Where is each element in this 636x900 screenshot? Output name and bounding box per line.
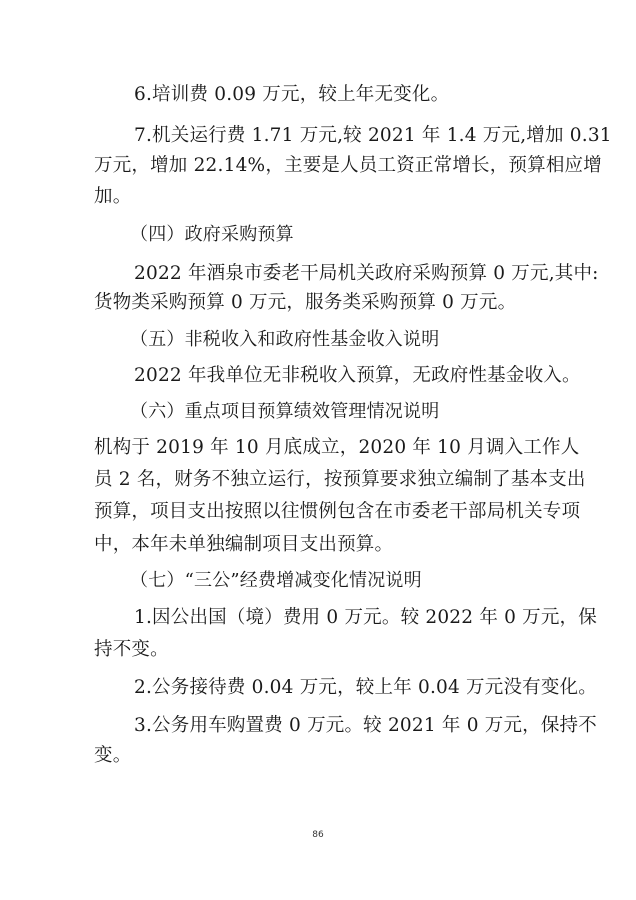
text-line: 货物类采购预算 0 万元，服务类采购预算 0 万元。 bbox=[94, 292, 517, 313]
text-line: 3.公务用车购置费 0 万元。较 2021 年 0 万元，保持不 bbox=[134, 715, 597, 736]
section-heading: （七）“三公”经费增减变化情况说明 bbox=[130, 570, 422, 591]
text-line: 万元，增加 22.14%，主要是人员工资正常增长，预算相应增 bbox=[94, 155, 602, 176]
page-number: 86 bbox=[312, 830, 324, 840]
text-line: 2.公务接待费 0.04 万元，较上年 0.04 万元没有变化。 bbox=[134, 677, 597, 698]
text-line: 2022 年酒泉市委老干局机关政府采购预算 0 万元,其中: bbox=[134, 263, 599, 284]
text-line: 2022 年我单位无非税收入预算，无政府性基金收入。 bbox=[134, 365, 581, 386]
text-line: 持不变。 bbox=[94, 639, 169, 660]
text-line: 机构于 2019 年 10 月底成立，2020 年 10 月调入工作人 bbox=[94, 437, 580, 458]
section-heading: （六）重点项目预算绩效管理情况说明 bbox=[130, 401, 440, 422]
text-line: 7.机关运行费 1.71 万元,较 2021 年 1.4 万元,增加 0.31 bbox=[134, 125, 612, 146]
text-line: 预算，项目支出按照以往惯例包含在市委老干部局机关专项 bbox=[94, 501, 581, 522]
text-line: 加。 bbox=[94, 186, 132, 207]
text-line: 中，本年未单独编制项目支出预算。 bbox=[94, 534, 394, 555]
section-heading: （五）非税收入和政府性基金收入说明 bbox=[130, 329, 440, 350]
text-line: 6.培训费 0.09 万元，较上年无变化。 bbox=[134, 84, 450, 105]
text-line: 变。 bbox=[94, 745, 132, 766]
text-line: 员 2 名，财务不独立运行，按预算要求独立编制了基本支出 bbox=[94, 469, 586, 490]
text-line: 1.因公出国（境）费用 0 万元。较 2022 年 0 万元，保 bbox=[134, 607, 597, 628]
section-heading: （四）政府采购预算 bbox=[130, 224, 294, 245]
